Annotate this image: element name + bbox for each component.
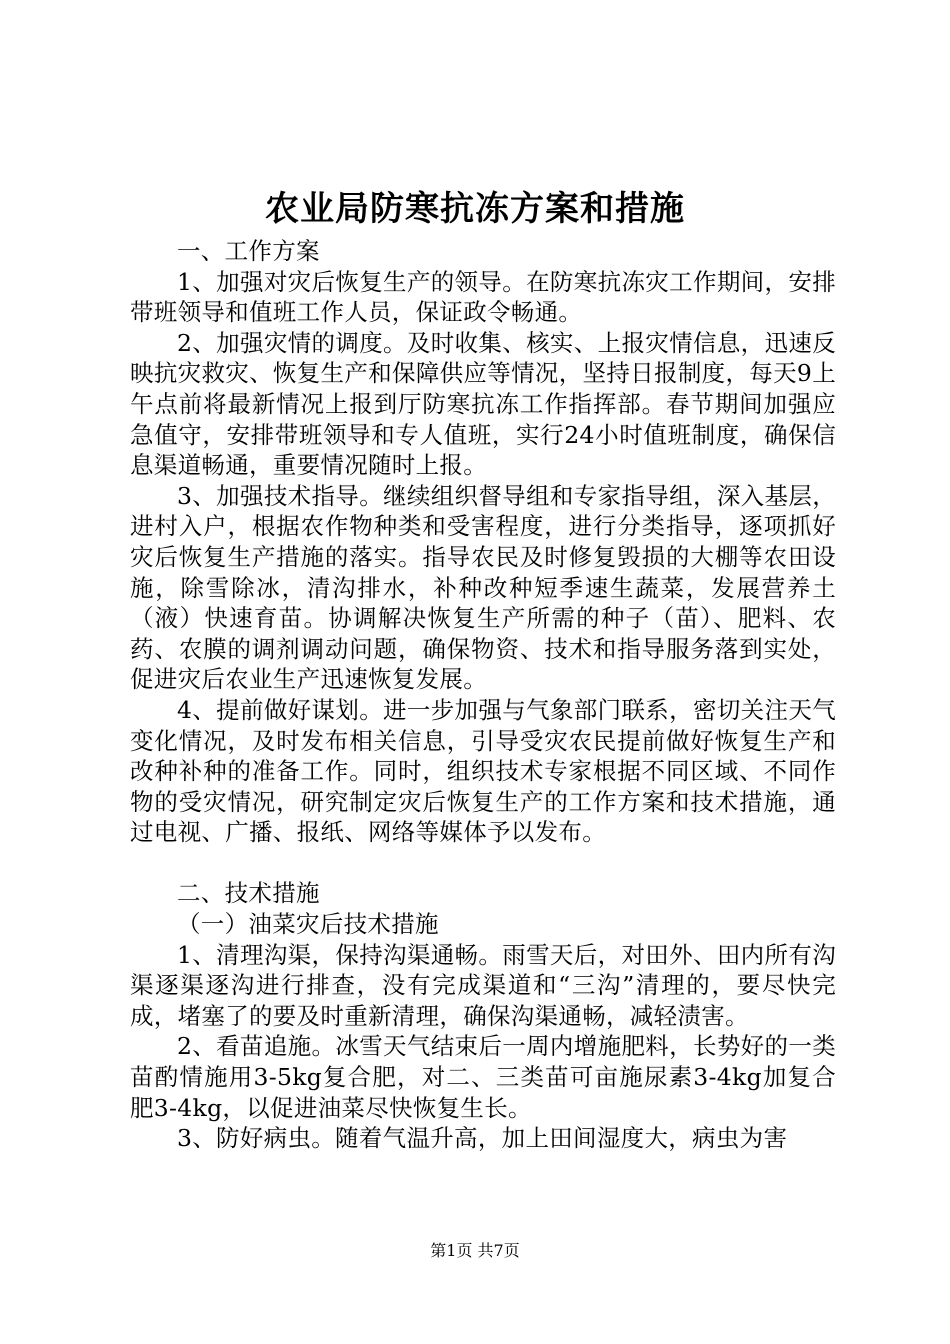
page-footer: 第1页 共7页: [430, 1241, 520, 1260]
paragraph-pest-control: 3、防好病虫。随着气温升高，加上田间湿度大，病虫为害: [177, 1124, 788, 1153]
section-heading-technical-measures: 二、技术措施: [177, 879, 320, 908]
paragraph-disaster-dispatch: 2、加强灾情的调度。及时收集、核实、上报灾情信息，迅速反映抗灾救灾、恢复生产和保障供应等情况，坚持日报制度，每天9上午点前将最新情况上报到厅防寒抗冻工作指挥部。春节期间加强应急值守，安排带班领导和专人值班，实行24小时值班制度，确保信息渠道畅通，重要情况随时上报。: [130, 328, 836, 480]
section-heading-work-plan: 一、工作方案: [177, 237, 320, 265]
paragraph-advance-planning: 4、提前做好谋划。进一步加强与气象部门联系，密切关注天气变化情况，及时发布相关信息，引导受灾农民提前做好恢复生产和改种补种的准备工作。同时，组织技术专家根据不同区域、不同作物的受灾情况，研究制定灾后恢复生产的工作方案和技术措施，通过电视、广播、报纸、网络等媒体予以发布。: [130, 695, 836, 847]
paragraph-clear-ditches: 1、清理沟渠，保持沟渠通畅。雨雪天后，对田外、田内所有沟渠逐渠逐沟进行排查，没有完成渠道和“三沟”清理的，要尽快完成，堵塞了的要及时重新清理，确保沟渠通畅，减轻渍害。: [130, 940, 836, 1030]
subsection-heading-rapeseed: （一）油菜灾后技术措施: [177, 910, 439, 939]
paragraph-fertilize: 2、看苗追施。冰雪天气结束后一周内增施肥料，长势好的一类苗酌情施用3-5kg复合肥，对二、三类苗可亩施尿素3-4kg加复合肥3-4kg，以促进油菜尽快恢复生长。: [130, 1032, 836, 1122]
paragraph-spacer: [130, 848, 836, 879]
paragraph-leadership: 1、加强对灾后恢复生产的领导。在防寒抗冻灾工作期间，安排带班领导和值班工作人员，保证政令畅通。: [130, 267, 836, 327]
paragraph-technical-guidance: 3、加强技术指导。继续组织督导组和专家指导组，深入基层，进村入户，根据农作物种类和受害程度，进行分类指导，逐项抓好灾后恢复生产措施的落实。指导农民及时修复毁损的大棚等农田设施，除雪除冰，清沟排水，补种改种短季速生蔬菜，发展营养土（液）快速育苗。协调解决恢复生产所需的种子（苗）、肥料、农药、农膜的调剂调动问题，确保物资、技术和指导服务落到实处，促进灾后农业生产迅速恢复发展。: [130, 481, 836, 694]
document-body: [130, 236, 836, 1154]
document-title: 农业局防寒抗冻方案和措施: [265, 189, 685, 229]
